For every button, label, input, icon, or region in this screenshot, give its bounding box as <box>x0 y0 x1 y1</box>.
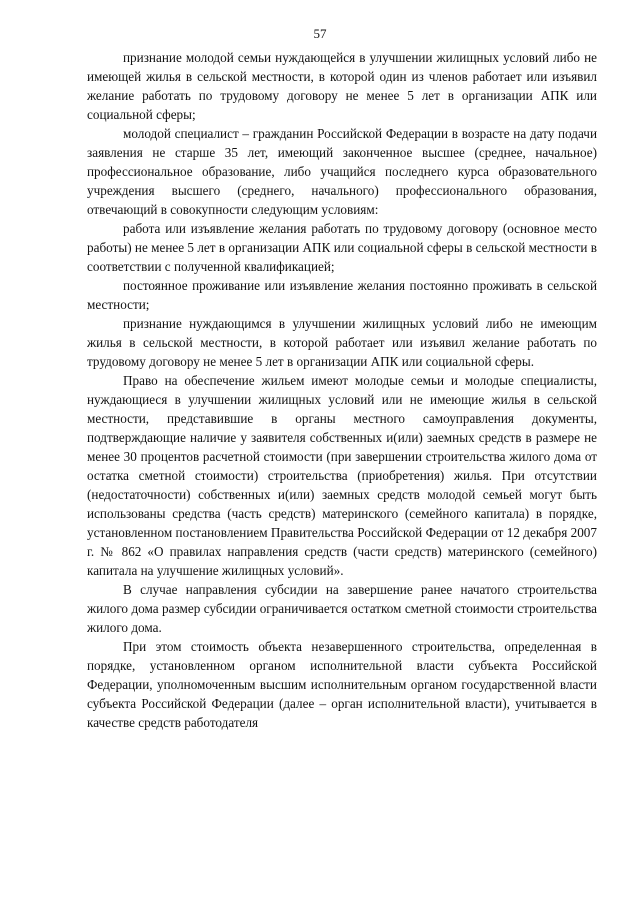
paragraph-right-to-housing: Право на обеспечение жильем имеют молодые семьи и молодые специалисты, нуждающиеся в улучшении жилищных условий или не имеющие жилья в сельской местности, представившие в органы местного самоуправления документы, подтверждающие наличие у заявителя собственных и(или) заемных средств в размере не менее 30 процентов расчетной стоимости (при завершении строительства жилого дома от остатка сметной стоимости) строительства (приобретения) жилья. При отсутствии (недостаточности) собственных и(или) заемных средств молодой семьей могут быть использованы средства (часть средств) материнского (семейного капитала) в порядке, установленном постановлением Правительства Российской Федерации от 12 декабря 2007 г. № 862 «О правилах направления средств (части средств) материнского (семейного) капитала на улучшение жилищных условий». <box>87 373 597 578</box>
paragraph-unfinished-construction: При этом стоимость объекта незавершенного строительства, определенная в порядке, установленном органом исполнительной власти субъекта Российской Федерации, уполномоченным высшим исполнительным органом государственной власти субъекта Российской Федерации (далее – орган исполнительной власти), учитывается в качестве средств работодателя <box>87 639 597 730</box>
paragraph-subsidy-limit: В случае направления субсидии на завершение ранее начатого строительства жилого дома размер субсидии ограничивается остатком сметной стоимости строительства жилого дома. <box>87 582 597 635</box>
paragraph-work-condition: работа или изъявление желания работать по трудовому договору (основное место работы) не менее 5 лет в организации АПК или социальной сферы в сельской местности в соответствии с полученной квалификацией; <box>87 221 597 274</box>
page-number: 57 <box>313 26 327 41</box>
document-body <box>87 48 597 732</box>
paragraph-young-family-recognition: признание молодой семьи нуждающейся в улучшении жилищных условий либо не имеющей жилья в сельской местности, в которой один из членов работает или изъявил желание работать по трудовому договору не менее 5 лет в организации АПК или социальной сферы; <box>87 50 597 122</box>
paragraph-residence-condition: постоянное проживание или изъявление желания постоянно проживать в сельской местности; <box>87 278 597 312</box>
paragraph-housing-need-condition: признание нуждающимся в улучшении жилищных условий либо не имеющим жилья в сельской местности, в которой работает или изъявил желание работать по трудовому договору не менее 5 лет в организации АПК или социальной сферы. <box>87 316 597 369</box>
paragraph-young-specialist-definition: молодой специалист – гражданин Российской Федерации в возрасте на дату подачи заявления не старше 35 лет, имеющий законченное высшее (среднее, начальное) профессиональное образование, либо учащийся последнего курса образовательного учреждения высшего (среднего, начального) профессионального образования, отвечающий в совокупности следующим условиям: <box>87 126 597 217</box>
